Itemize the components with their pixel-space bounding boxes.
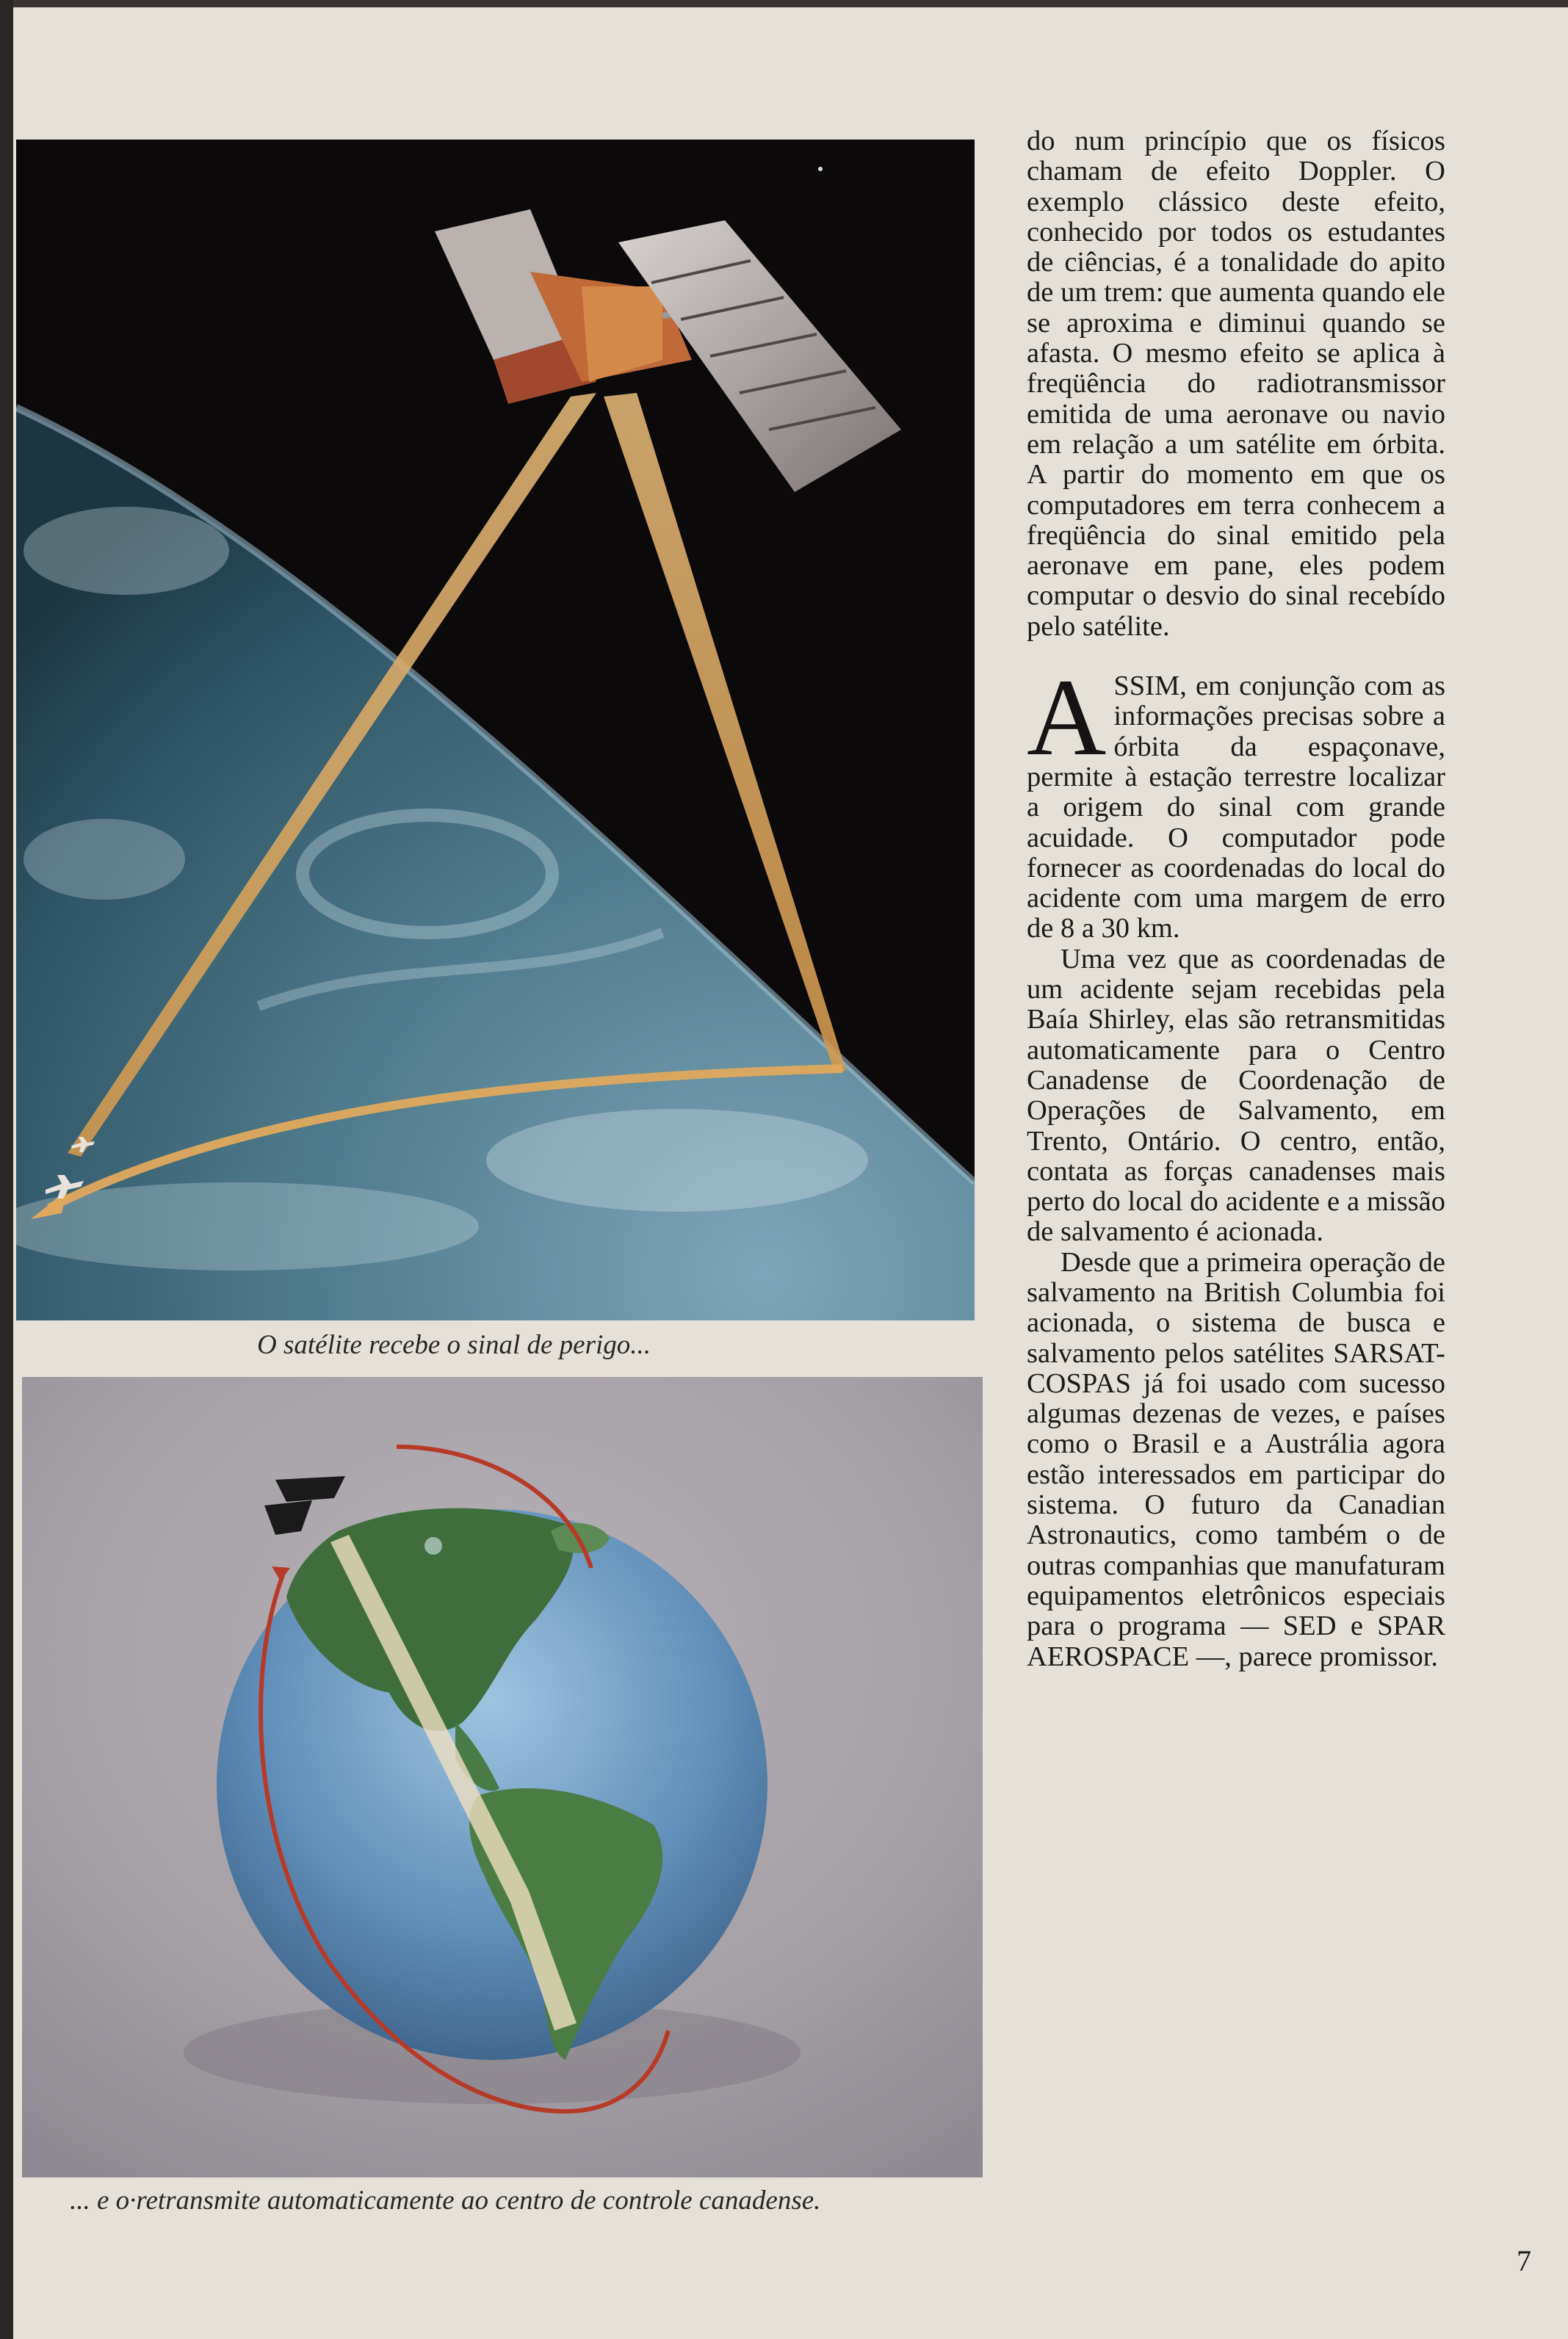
orbit-illustration <box>22 1377 983 2177</box>
article-paragraph: do num princípio que os físicos chamam de efeito Doppler. O exemplo clássico deste efeito, conhecido por todos os estudantes de ciências, é a tonalidade do apito de um trem: que aumenta quando ele se aproxima e diminui quando se afasta. O mesmo efeito se aplica à freqüência do radiotransmissor emitida de uma aeronave ou navio em relação a um satélite em órbita. A partir do momento em que os computadores em terra conhecem a freqüência do sinal emitido pela aeronave em pane, eles podem computar o desvio do sinal recebído pelo satélite. <box>1027 126 1445 642</box>
article-text-column <box>1027 126 1445 1672</box>
article-paragraph-text: SSIM, em conjunção com as informações precisas sobre a órbita da espaçonave, permite à estação terrestre localizar a origem do sinal com grande acuidade. O computador pode fornecer as coordenadas do local do acidente com uma margem de erro de 8 a 30 km. <box>1027 670 1445 944</box>
satellite-illustration <box>16 140 975 1320</box>
binding-edge <box>0 0 13 2339</box>
bottom-figure-caption: ... e o·retransmite automaticamente ao centro de controle canadense. <box>70 2186 821 2216</box>
article-paragraph: Desde que a primeira operação de salvamento na British Columbia foi acionada, o sistema de busca e salvamento pelos satélites SARSAT-COSPAS já foi usado com sucesso algumas dezenas de vezes, e países como o Brasil e a Austrália agora estão interessados em participar do sistema. O futuro da Canadian Astronautics, como também o de outras companhias que manufaturam equipamentos eletrônicos especiais para o programa — SED e SPAR AEROSPACE —, parece promissor. <box>1027 1246 1445 1672</box>
drop-cap: A <box>1027 657 1107 779</box>
article-paragraph: Uma vez que as coordenadas de um acidente sejam recebidas pela Baía Shirley, elas são retransmitidas automaticamente para o Centro Canadense de Coordenação de Operações de Salvamento, em Trento, Ontário. O centro, então, contata as forças canadenses mais perto do local do acidente e a missão de salvamento é acionada. <box>1027 943 1445 1248</box>
page-number: 7 <box>1517 2244 1531 2277</box>
top-figure-caption: O satélite recebe o sinal de perigo... <box>257 1330 651 1360</box>
article-paragraph <box>1027 657 1445 944</box>
page-top-edge <box>13 0 1568 7</box>
